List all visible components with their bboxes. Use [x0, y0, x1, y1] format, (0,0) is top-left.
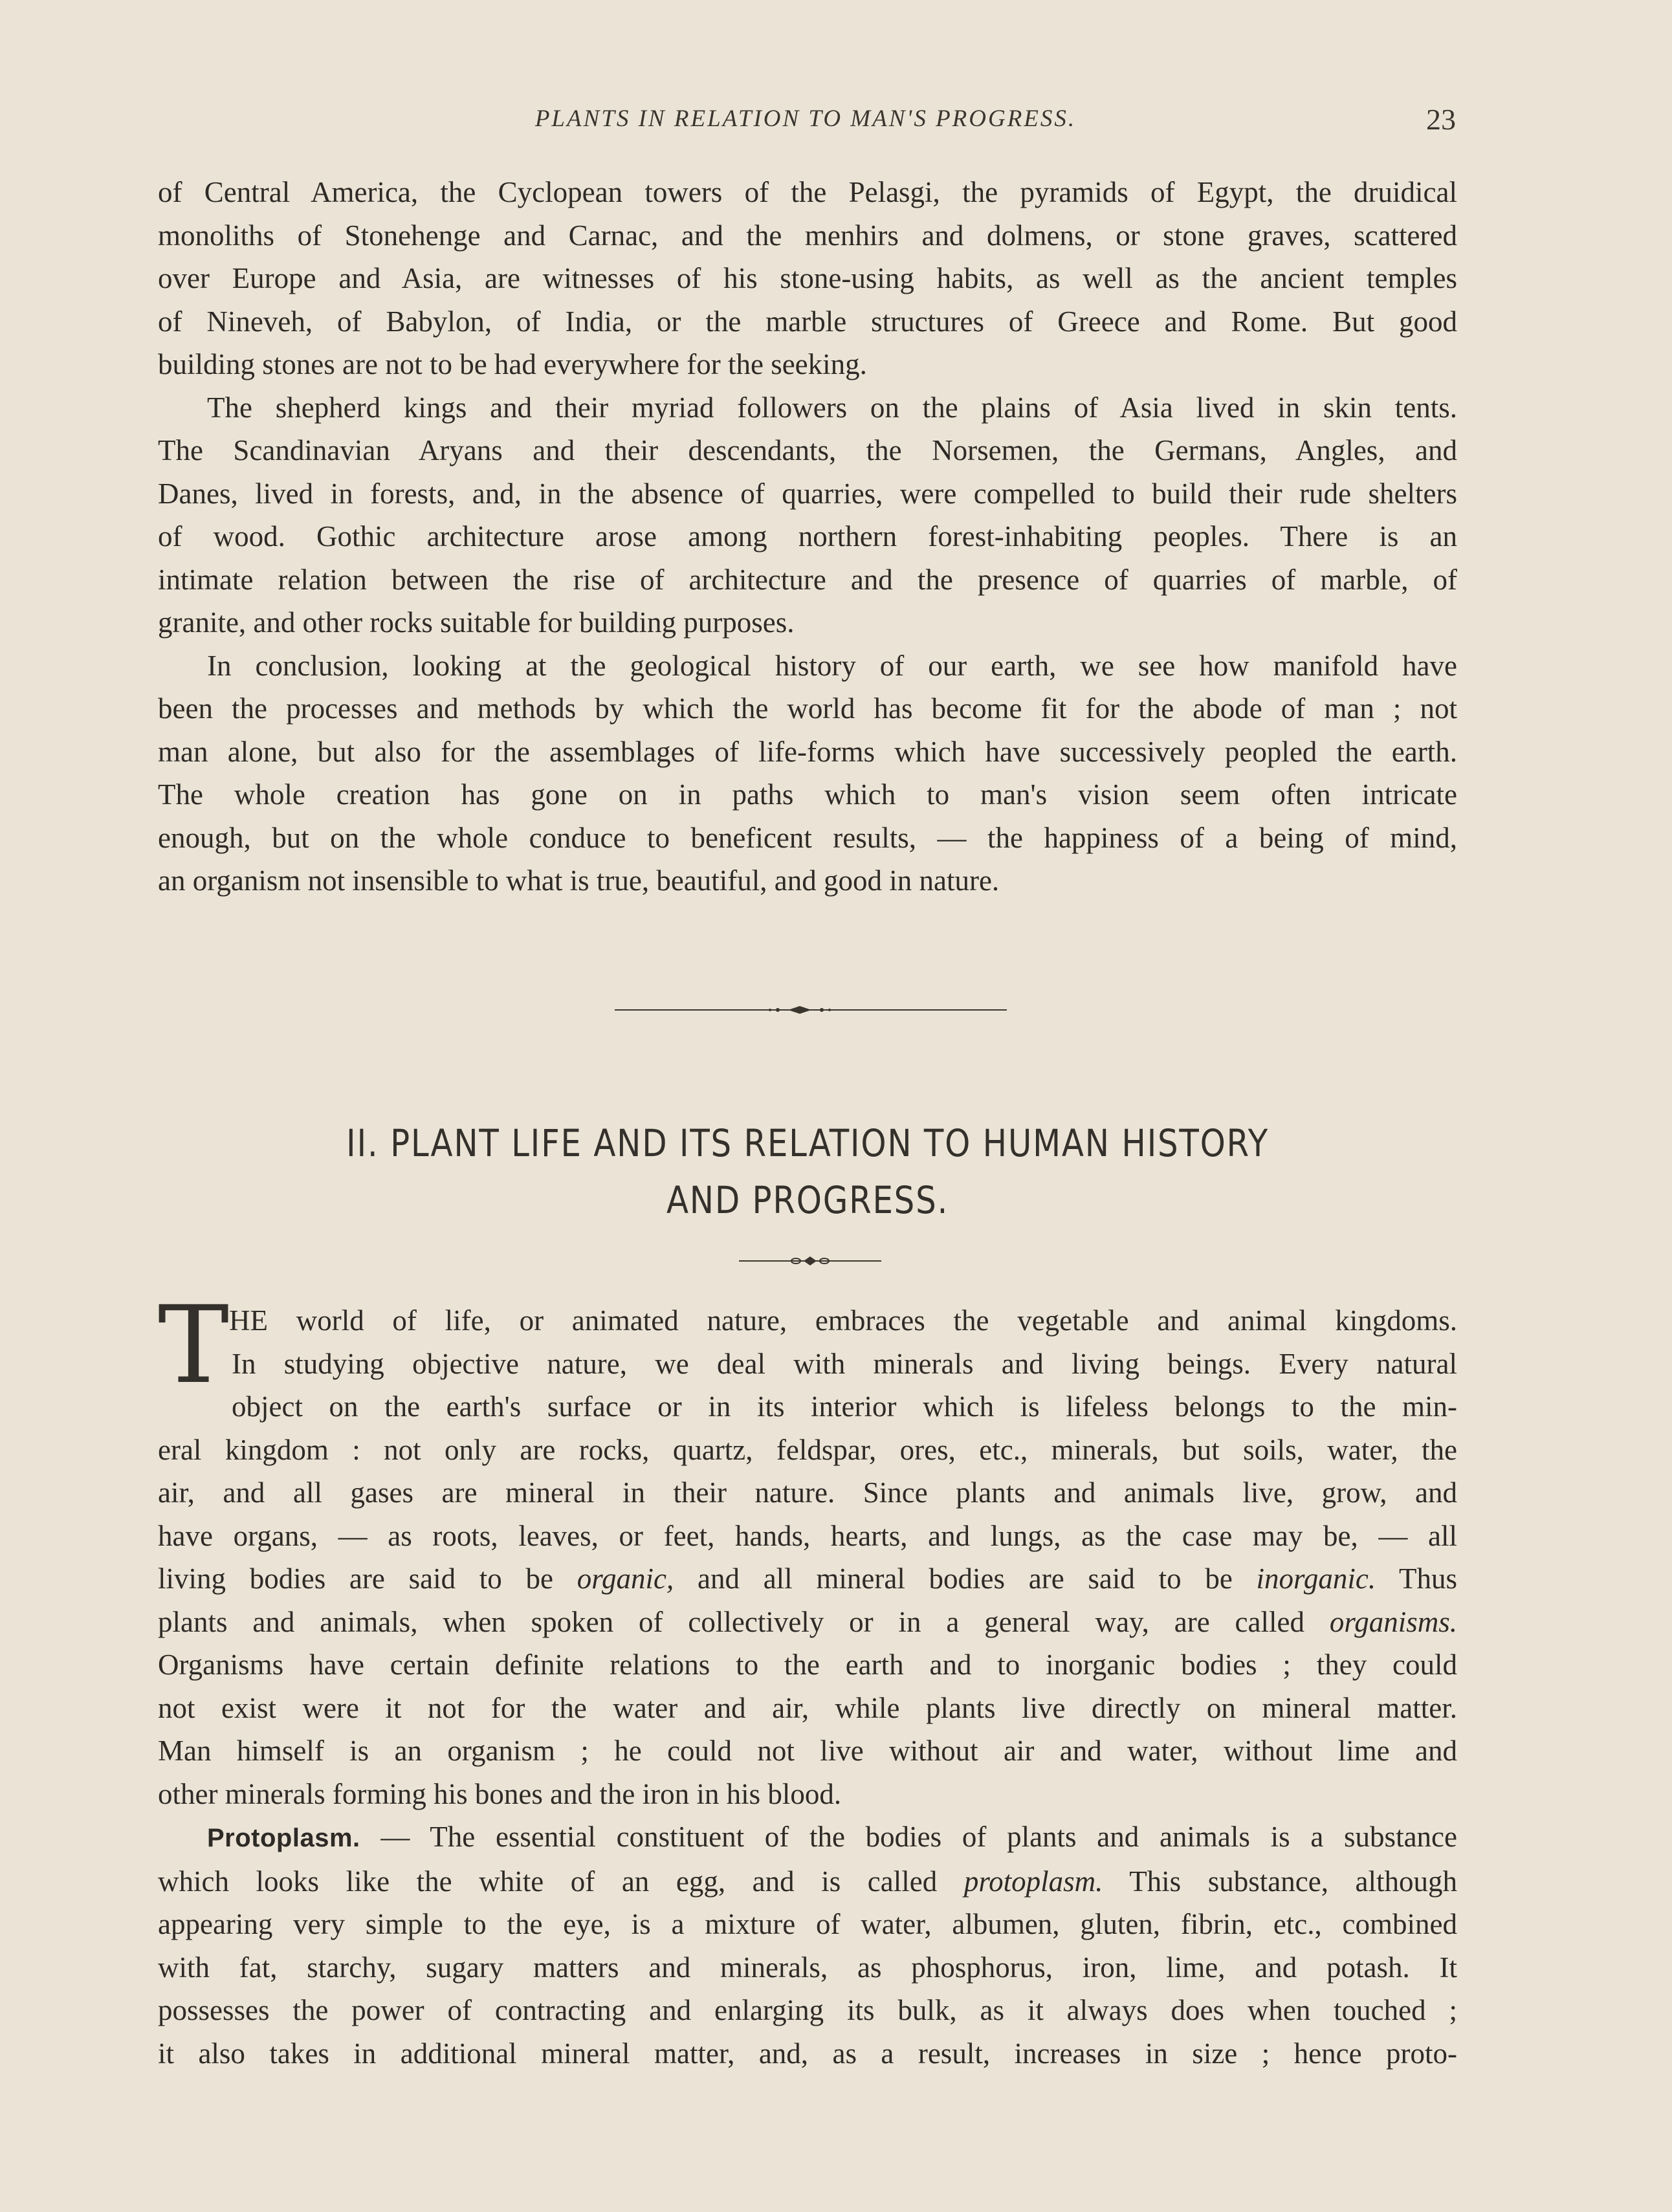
running-title: PLANTS IN RELATION TO MAN'S PROGRESS. — [534, 105, 1077, 132]
text-line: eral kingdom : not only are rocks, quartz, feldspar, ores, etc., minerals, but soils, water, the — [158, 1433, 1457, 1466]
text-line: intimate relation between the rise of architecture and the presence of quarries of marble, of — [158, 563, 1457, 596]
text-line: HE world of life, or animated nature, embraces the vegetable and animal kingdoms. — [229, 1304, 1457, 1337]
text-line: granite, and other rocks suitable for building purposes. — [158, 606, 795, 639]
text-run: — The essential constituent of the bodies of plants and animals is a substance — [360, 1821, 1457, 1853]
text-run: which looks like the white of an egg, and is called — [158, 1865, 938, 1898]
text-line: monoliths of Stonehenge and Carnac, and the menhirs and dolmens, or stone graves, scattered — [158, 219, 1457, 252]
italic-term: inorganic. — [1256, 1562, 1376, 1595]
text-run: living bodies are said to be — [158, 1562, 553, 1595]
text-line: In studying objective nature, we deal with minerals and living beings. Every natural — [232, 1347, 1457, 1380]
running-header — [155, 105, 1456, 144]
run-in-heading: Protoplasm. — [207, 1824, 360, 1852]
text-line — [158, 1601, 1457, 1644]
chapter-opening-text — [158, 1283, 1458, 1815]
text-line: an organism not insensible to what is true, beautiful, and good in nature. — [158, 864, 1000, 897]
text-line: other minerals forming his bones and the iron in his blood. — [158, 1777, 842, 1810]
text-line: over Europe and Asia, are witnesses of his stone-using habits, as well as the ancient temples — [158, 262, 1457, 294]
text-line: of Nineveh, of Babylon, of India, or the marble structures of Greece and Rome. But good — [158, 305, 1457, 338]
text-line: possesses the power of contracting and enlarging its bulk, as it always does when touched ; — [158, 1994, 1457, 2026]
italic-term: organic, — [577, 1562, 674, 1595]
chapter-title-line-1: II. PLANT LIFE AND ITS RELATION TO HUMAN HISTORY — [346, 1121, 1269, 1165]
text-line: of Central America, the Cyclopean towers of the Pelasgi, the pyramids of Egypt, the druidical — [158, 176, 1457, 208]
text-line: appearing very simple to the eye, is a mixture of water, albumen, gluten, fibrin, etc., combined — [158, 1908, 1457, 1940]
text-line: of wood. Gothic architecture arose among northern forest-inhabiting peoples. There is an — [158, 520, 1457, 553]
heading-ornament — [739, 1256, 881, 1266]
text-line — [158, 1557, 1457, 1601]
text-line — [158, 1815, 1457, 1860]
text-line: not exist were it not for the water and air, while plants live directly on mineral matter. — [158, 1691, 1457, 1724]
section-divider-ornament — [615, 1005, 1007, 1015]
text-run: plants and animals, when spoken of collectively or in a general way, are called — [158, 1605, 1304, 1638]
text-run: This substance, although — [1129, 1865, 1458, 1898]
text-line: air, and all gases are mineral in their nature. Since plants and animals live, grow, and — [158, 1476, 1457, 1509]
text-line: with fat, starchy, sugary matters and minerals, as phosphorus, iron, lime, and potash. It — [158, 1951, 1457, 1984]
section-one-text — [158, 171, 1457, 903]
italic-term: protoplasm. — [963, 1865, 1103, 1898]
page-number: 23 — [1426, 103, 1456, 136]
text-line — [158, 1860, 1457, 1903]
text-line: The shepherd kings and their myriad followers on the plains of Asia lived in skin tents. — [207, 391, 1457, 424]
text-line: In conclusion, looking at the geological history of our earth, we see how manifold have — [207, 649, 1457, 682]
text-line: object on the earth's surface or in its interior which is lifeless belongs to the min- — [232, 1390, 1457, 1423]
chapter-title-line-2: AND PROGRESS. — [666, 1178, 949, 1222]
text-line: have organs, — as roots, leaves, or feet, hands, hearts, and lungs, as the case may be, — all — [158, 1519, 1457, 1552]
text-line: The Scandinavian Aryans and their descendants, the Norsemen, the Germans, Angles, and — [158, 434, 1457, 466]
text-line: The whole creation has gone on in paths which to man's vision seem often intricate — [158, 778, 1457, 811]
text-line: man alone, but also for the assemblages of life-forms which have successively peopled the earth. — [158, 735, 1457, 768]
text-line: Danes, lived in forests, and, in the absence of quarries, were compelled to build their rude shelters — [158, 477, 1457, 510]
text-run: and all mineral bodies are said to be — [698, 1562, 1233, 1595]
text-run: Thus — [1399, 1562, 1458, 1595]
text-line: it also takes in additional mineral matter, and, as a result, increases in size ; hence proto- — [158, 2037, 1457, 2070]
text-line: Organisms have certain definite relations to the earth and to inorganic bodies ; they could — [158, 1648, 1457, 1681]
text-line: enough, but on the whole conduce to beneficent results, — the happiness of a being of mind, — [158, 821, 1457, 854]
text-line: been the processes and methods by which the world has become fit for the abode of man ; not — [158, 692, 1457, 725]
italic-term: organisms. — [1329, 1605, 1457, 1638]
drop-cap: T — [158, 1283, 230, 1407]
protoplasm-paragraph — [158, 1815, 1457, 2075]
chapter-heading — [249, 1115, 1367, 1229]
text-line: Man himself is an organism ; he could not live without air and water, without lime and — [158, 1735, 1457, 1767]
text-line: building stones are not to be had everywhere for the seeking. — [158, 348, 867, 380]
